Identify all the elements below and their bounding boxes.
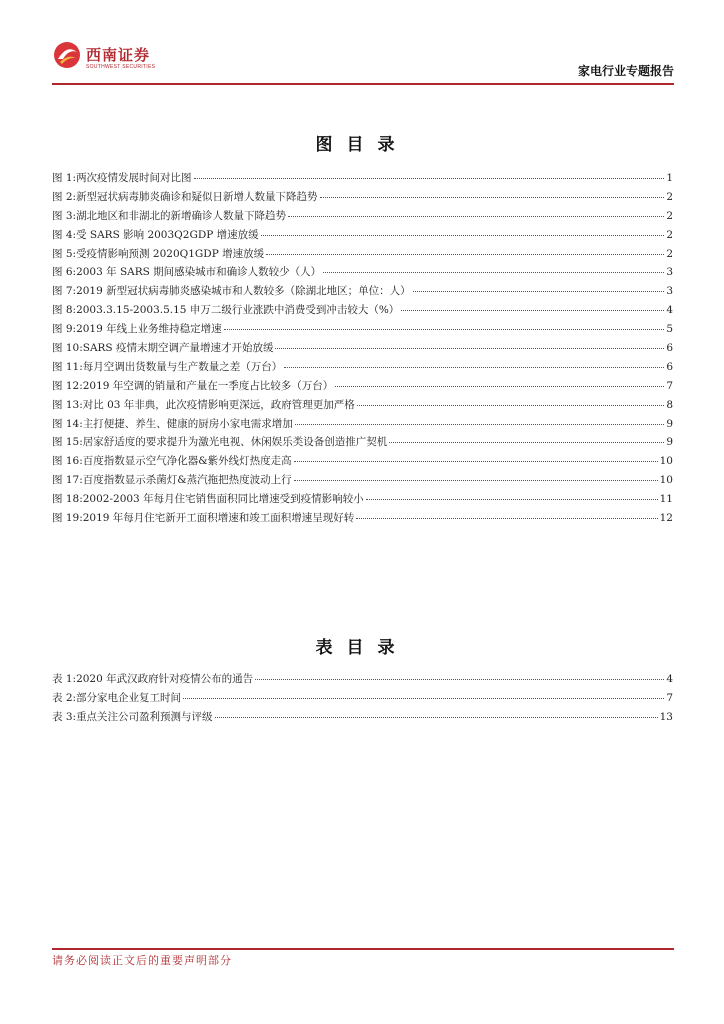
dot-leader <box>284 367 664 368</box>
toc-entry[interactable] <box>52 264 673 283</box>
dot-leader <box>288 216 664 217</box>
toc-entry[interactable] <box>52 321 673 340</box>
entry-title: 2003 年 SARS 期间感染城市和确诊人数较少（人） <box>76 266 322 279</box>
entry-page: 7 <box>666 691 673 704</box>
toc-entry[interactable] <box>52 208 673 227</box>
entry-page: 2 <box>666 228 673 241</box>
entry-number: 图 6: <box>52 266 77 279</box>
toc-entry[interactable] <box>52 690 673 709</box>
entry-number: 表 3: <box>52 710 77 723</box>
entry-page: 11 <box>659 493 673 506</box>
table-index-title: 表目录 <box>315 638 409 658</box>
entry-number: 图 2: <box>52 190 77 203</box>
entry-title: 2019 年线上业务维持稳定增速 <box>76 323 222 336</box>
page-header <box>52 36 674 86</box>
entry-page: 3 <box>666 266 673 279</box>
entry-title: 部分家电企业复工时间 <box>76 691 182 704</box>
entry-page: 7 <box>666 379 673 392</box>
entry-number: 图 14: <box>52 417 83 430</box>
dot-leader <box>320 197 665 198</box>
entry-number: 表 1: <box>52 673 77 685</box>
toc-entry[interactable] <box>52 416 673 435</box>
entry-page: 12 <box>659 512 673 525</box>
toc-entry[interactable] <box>52 434 673 453</box>
entry-title: 2019 年每月住宅新开工面积增速和竣工面积增速呈现好转 <box>82 512 355 525</box>
entry-title: 每月空调出货数量与生产数量之差（万台） <box>82 360 283 373</box>
figure-index-list <box>52 170 673 529</box>
entry-page: 9 <box>666 436 673 449</box>
entry-page: 4 <box>666 304 673 317</box>
entry-title: 2019 新型冠状病毒肺炎感染城市和人数较多（除湖北地区；单位：人） <box>76 285 411 298</box>
entry-title: 居家舒适度的要求提升为激光电视、休闲娱乐类设备创造推广契机 <box>82 436 388 449</box>
toc-entry[interactable] <box>52 671 673 690</box>
toc-entry[interactable] <box>52 170 673 189</box>
dot-leader <box>194 178 665 179</box>
entry-page: 8 <box>666 398 673 411</box>
entry-page: 4 <box>666 673 673 685</box>
entry-page: 2 <box>666 247 673 260</box>
entry-title: 2019 年空调的销量和产量在一季度占比较多（万台） <box>82 379 334 392</box>
entry-page: 2 <box>666 190 673 203</box>
entry-number: 表 2: <box>52 691 77 704</box>
entry-number: 图 10: <box>52 342 83 355</box>
footer-divider <box>52 948 674 950</box>
logo-english-name: SOUTHWEST SECURITIES <box>86 64 156 70</box>
toc-entry[interactable] <box>52 189 673 208</box>
entry-number: 图 16: <box>52 455 83 468</box>
dot-leader <box>389 442 664 443</box>
dot-leader <box>335 386 664 387</box>
entry-title: 2020 年武汉政府针对疫情公布的通告 <box>76 673 254 685</box>
toc-entry[interactable] <box>52 491 673 510</box>
toc-entry[interactable] <box>52 709 673 728</box>
entry-page: 1 <box>666 172 673 184</box>
toc-entry[interactable] <box>52 378 673 397</box>
dot-leader <box>366 499 658 500</box>
entry-title: 对比 03 年非典，此次疫情影响更深远，政府管理更加严格 <box>82 398 355 411</box>
entry-number: 图 3: <box>52 209 77 222</box>
toc-entry[interactable] <box>52 246 673 265</box>
dot-leader <box>224 329 665 330</box>
toc-entry[interactable] <box>52 472 673 491</box>
entry-number: 图 8: <box>52 304 77 317</box>
entry-number: 图 17: <box>52 474 83 487</box>
entry-number: 图 19: <box>52 512 83 525</box>
dot-leader <box>413 291 665 292</box>
entry-title: 百度指数显示空气净化器&紫外线灯热度走高 <box>82 455 292 468</box>
dot-leader <box>323 272 664 273</box>
toc-entry[interactable] <box>52 283 673 302</box>
toc-entry[interactable] <box>52 359 673 378</box>
dot-leader <box>255 679 664 680</box>
entry-number: 图 1: <box>52 172 77 184</box>
southwest-securities-logo-icon <box>52 40 82 70</box>
entry-page: 3 <box>666 285 673 298</box>
entry-page: 13 <box>659 710 673 723</box>
entry-title: 受 SARS 影响 2003Q2GDP 增速放缓 <box>76 228 259 241</box>
entry-number: 图 18: <box>52 493 83 506</box>
entry-title: 2002-2003 年每月住宅销售面积同比增速受到疫情影响较小 <box>82 493 364 506</box>
dot-leader <box>294 480 658 481</box>
entry-title: 2003.3.15-2003.5.15 申万二级行业涨跌中消费受到冲击较大（%） <box>76 304 400 317</box>
dot-leader <box>295 424 665 425</box>
entry-title: 新型冠状病毒肺炎确诊和疑似日新增人数量下降趋势 <box>76 190 318 203</box>
entry-number: 图 11: <box>52 360 83 373</box>
entry-page: 6 <box>666 342 673 355</box>
dot-leader <box>215 717 658 718</box>
entry-page: 10 <box>659 455 673 468</box>
header-divider <box>52 83 674 85</box>
entry-number: 图 7: <box>52 285 77 298</box>
entry-number: 图 13: <box>52 398 83 411</box>
entry-page: 9 <box>666 417 673 430</box>
footer-disclaimer: 请务必阅读正文后的重要声明部分 <box>52 954 232 967</box>
table-index-list <box>52 671 673 728</box>
logo-chinese-name: 西南证券 <box>86 46 151 64</box>
entry-page: 10 <box>659 474 673 487</box>
dot-leader <box>183 698 664 699</box>
dot-leader <box>401 310 664 311</box>
toc-entry[interactable] <box>52 453 673 472</box>
entry-title: 湖北地区和非湖北的新增确诊人数量下降趋势 <box>76 209 287 222</box>
report-type: 家电行业专题报告 <box>577 64 674 78</box>
entry-title: 两次疫情发展时间对比图 <box>76 172 192 184</box>
entry-number: 图 9: <box>52 323 77 336</box>
entry-title: 重点关注公司盈利预测与评级 <box>76 710 213 723</box>
toc-entry[interactable] <box>52 397 673 416</box>
figure-index-title: 图目录 <box>315 135 409 155</box>
toc-entry[interactable] <box>52 227 673 246</box>
entry-number: 图 15: <box>52 436 83 449</box>
entry-number: 图 5: <box>52 247 77 260</box>
entry-title: SARS 疫情末期空调产量增速才开始放缓 <box>82 342 274 355</box>
toc-entry[interactable] <box>52 510 673 529</box>
entry-page: 2 <box>666 209 673 222</box>
dot-leader <box>261 235 665 236</box>
dot-leader <box>275 348 664 349</box>
entry-number: 图 4: <box>52 228 77 241</box>
entry-title: 受疫情影响预测 2020Q1GDP 增速放缓 <box>76 247 265 260</box>
toc-entry[interactable] <box>52 340 673 359</box>
entry-page: 5 <box>666 323 673 336</box>
dot-leader <box>357 405 665 406</box>
dot-leader <box>266 254 664 255</box>
dot-leader <box>356 518 657 519</box>
dot-leader <box>294 461 658 462</box>
entry-title: 主打便捷、养生、健康的厨房小家电需求增加 <box>82 417 293 430</box>
entry-page: 6 <box>666 360 673 373</box>
entry-number: 图 12: <box>52 379 83 392</box>
toc-entry[interactable] <box>52 302 673 321</box>
entry-title: 百度指数显示杀菌灯&蒸汽拖把热度波动上行 <box>82 474 292 487</box>
